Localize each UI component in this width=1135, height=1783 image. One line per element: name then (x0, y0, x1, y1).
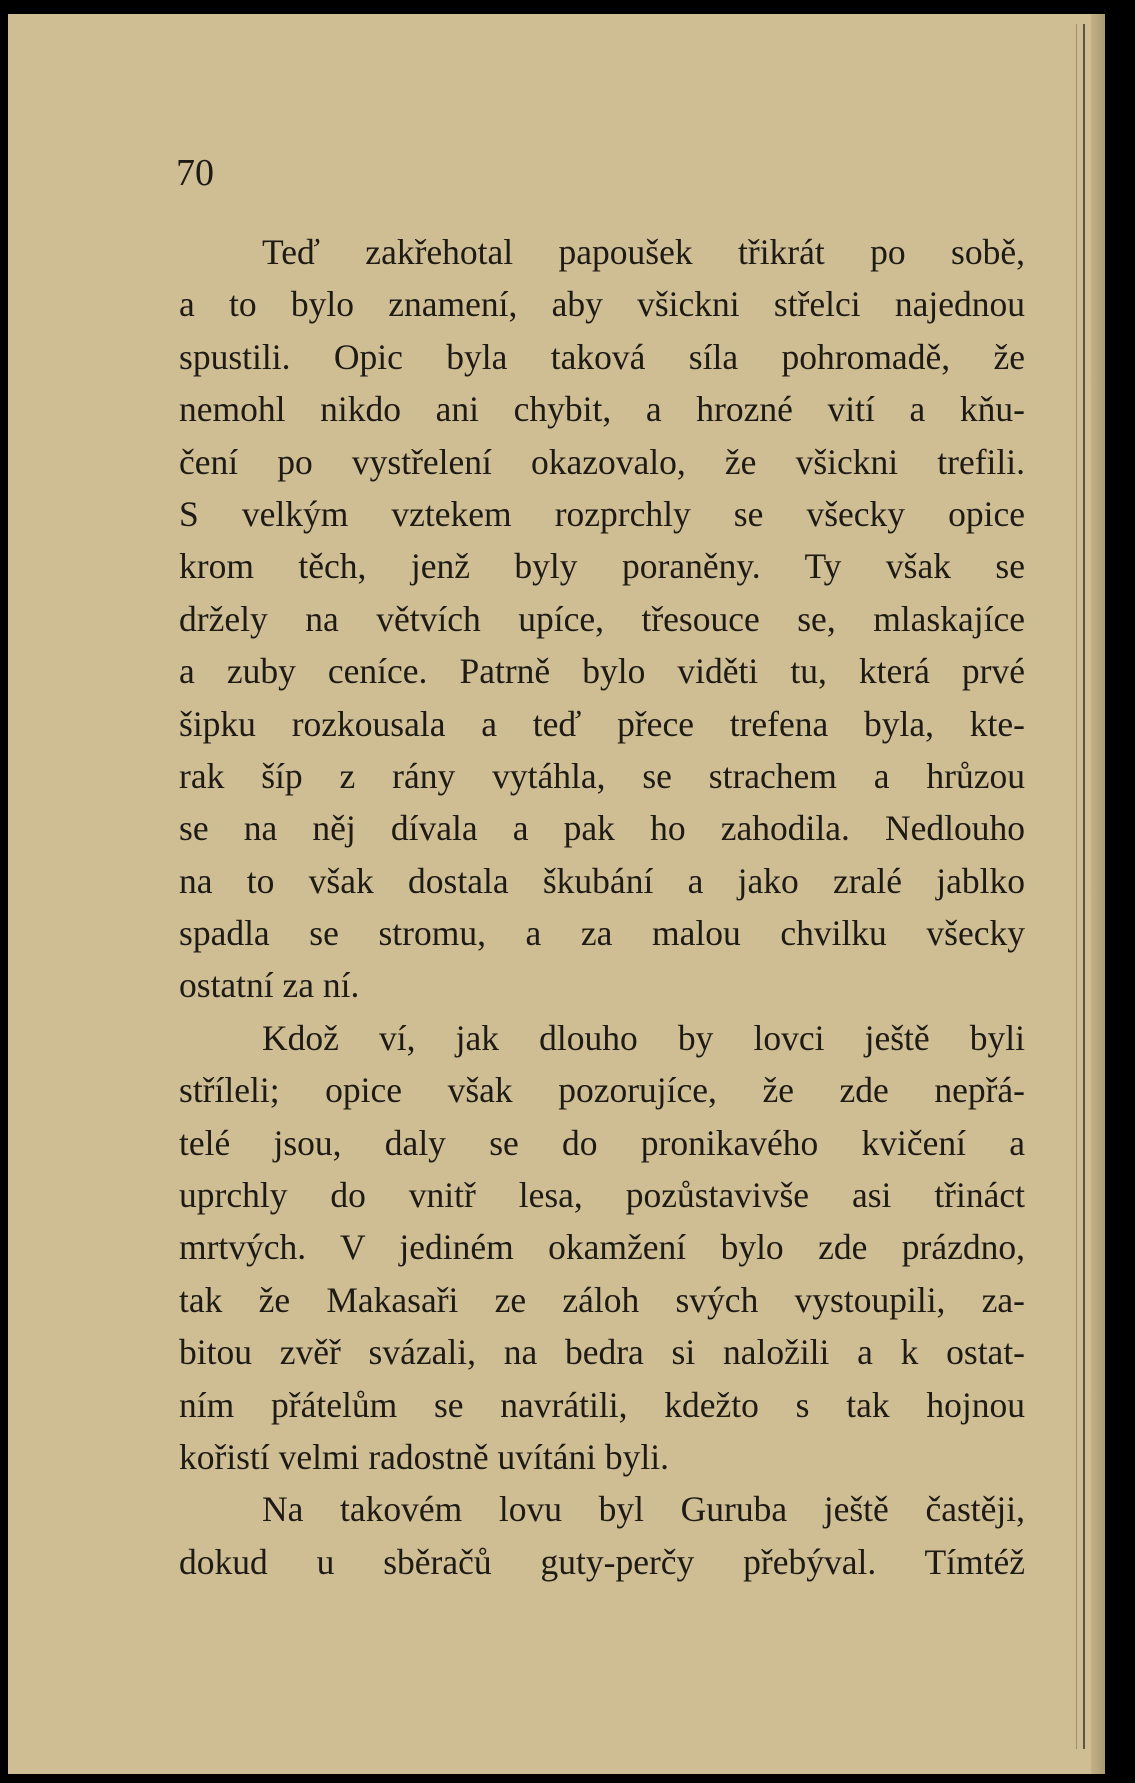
text-line: ním přátelům se navrátili, kdežto s tak hojnou (179, 1384, 1025, 1425)
text-line: a zuby ceníce. Patrně bylo viděti tu, která prvé (179, 651, 1025, 692)
text-line: a to bylo znamení, aby všickni střelci najednou (179, 284, 1025, 325)
page-edge-line (1083, 24, 1085, 1749)
text-line: mrtvých. V jediném okamžení bylo zde prázdno, (179, 1227, 1025, 1268)
text-line: na to však dostala škubání a jako zralé jablko (179, 860, 1025, 901)
text-line: Kdož ví, jak dlouho by lovci ještě byli (262, 1017, 1025, 1058)
page-edge (1091, 14, 1105, 1774)
text-line: bitou zvěř svázali, na bedra si naložili a k ostat- (179, 1332, 1025, 1373)
text-line: S velkým vztekem rozprchly se všecky opice (179, 493, 1025, 534)
book-page (8, 14, 1105, 1774)
text-line: stříleli; opice však pozorujíce, že zde nepřá- (179, 1070, 1025, 1111)
text-line: držely na větvích upíce, třesouce se, mlaskajíce (179, 598, 1025, 639)
page-edge-shadow (1076, 24, 1077, 1749)
text-line: Na takovém lovu byl Guruba ještě častěji, (262, 1489, 1025, 1530)
text-line: dokud u sběračů guty-perčy přebýval. Tímtéž (179, 1541, 1025, 1582)
text-line: tak že Makasaři ze záloh svých vystoupili, za- (179, 1279, 1025, 1320)
page-number: 70 (176, 152, 214, 194)
text-line: kořistí velmi radostně uvítáni byli. (179, 1436, 670, 1477)
text-line: uprchly do vnitř lesa, pozůstavivše asi třináct (179, 1175, 1025, 1216)
text-line: se na něj dívala a pak ho zahodila. Nedlouho (179, 808, 1025, 849)
text-line: rak šíp z rány vytáhla, se strachem a hrůzou (179, 755, 1025, 796)
text-line: Teď zakřehotal papoušek třikrát po sobě, (262, 232, 1025, 272)
text-line: spadla se stromu, a za malou chvilku všecky (179, 913, 1025, 954)
body-text (179, 226, 1025, 1588)
text-line: nemohl nikdo ani chybit, a hrozné vití a kňu- (179, 389, 1025, 430)
text-line: šipku rozkousala a teď přece trefena byla, kte- (179, 703, 1025, 744)
text-line: telé jsou, daly se do pronikavého kvičení a (179, 1122, 1025, 1163)
text-line: čení po vystřelení okazovalo, že všickni trefili. (179, 441, 1025, 482)
text-line: krom těch, jenž byly poraněny. Ty však se (179, 546, 1025, 587)
text-line: ostatní za ní. (179, 965, 360, 1006)
text-line: spustili. Opic byla taková síla pohromadě, že (179, 336, 1025, 377)
